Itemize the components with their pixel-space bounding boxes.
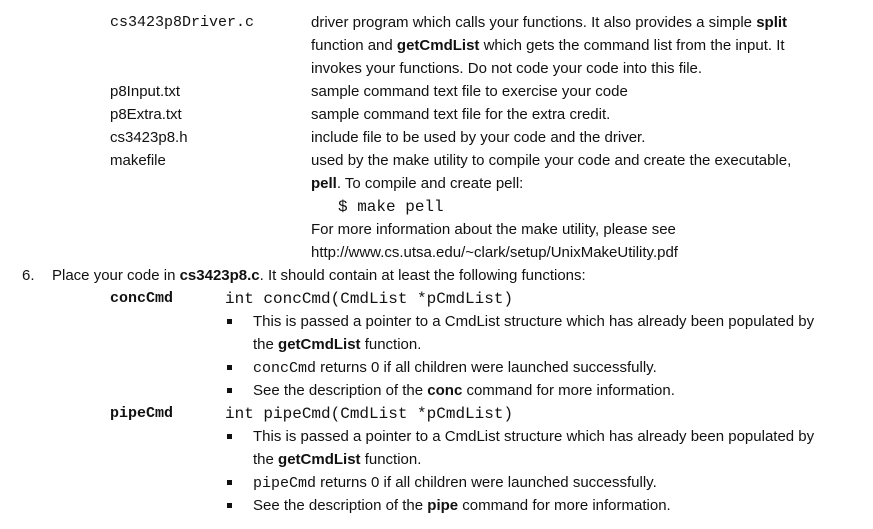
bold-term: getCmdList	[278, 451, 361, 468]
bullet-marker	[227, 388, 232, 393]
bold-term: cs3423p8.c	[179, 267, 260, 284]
conccmd-bullet-3	[253, 381, 675, 401]
text-segment: driver program which calls your functions. It also provides a simple	[311, 14, 757, 31]
code-term: concCmd	[253, 360, 317, 377]
bullet-marker	[227, 434, 232, 439]
file-desc-makefile-line-2	[311, 174, 523, 194]
bold-term: getCmdList	[278, 336, 361, 353]
text-segment: used by the make utility to compile your code and create the executable,	[311, 152, 792, 169]
function-signature-pipecmd: int pipeCmd(CmdList *pCmdList)	[225, 405, 514, 423]
text-segment: Place your code in	[52, 267, 180, 284]
text-segment: the	[253, 451, 279, 468]
bullet-marker	[227, 503, 232, 508]
text-segment: invokes your functions. Do not code your code into this file.	[311, 60, 703, 77]
file-name-p8extra: p8Extra.txt	[110, 106, 182, 123]
file-name-p8input: p8Input.txt	[110, 83, 181, 100]
text-segment: function.	[360, 451, 422, 468]
text-segment: command for more information.	[462, 382, 675, 399]
text-segment: sample command text file to exercise your code	[311, 83, 628, 100]
bold-term: getCmdList	[396, 37, 480, 54]
file-desc-driver-line-1	[311, 13, 787, 33]
file-desc-driver-line-3	[311, 59, 702, 79]
bullet-marker	[227, 480, 232, 485]
file-name-header: cs3423p8.h	[110, 129, 188, 146]
make-command: $ make pell	[338, 198, 444, 216]
text-segment: the	[253, 336, 279, 353]
text-segment: include file to be used by your code and the driver.	[311, 129, 646, 146]
function-signature-conccmd: int concCmd(CmdList *pCmdList)	[225, 290, 514, 308]
item-number-6: 6.	[22, 267, 35, 284]
text-segment: function.	[360, 336, 422, 353]
pipecmd-bullet-1	[253, 427, 814, 447]
file-desc-p8extra	[311, 105, 610, 125]
pipecmd-bullet-1-cont	[253, 450, 421, 470]
pipecmd-bullet-2	[253, 473, 657, 494]
bold-term: pipe	[427, 497, 459, 514]
text-segment: returns 0 if all children were launched successfully.	[316, 359, 657, 376]
bold-term: conc	[427, 382, 463, 399]
makefile-url: http://www.cs.utsa.edu/~clark/setup/UnixMakeUtility.pdf	[311, 244, 678, 261]
text-segment: function and	[311, 37, 397, 54]
file-desc-p8input	[311, 82, 628, 102]
pipecmd-bullet-3	[253, 496, 671, 516]
bold-term: split	[756, 14, 788, 31]
text-segment: See the description of the	[253, 382, 428, 399]
function-name-pipecmd: pipeCmd	[110, 405, 174, 422]
text-segment: See the description of the	[253, 497, 428, 514]
text-segment: which gets the command list from the input. It	[479, 37, 785, 54]
bold-term: pell	[311, 175, 337, 192]
text-segment: returns 0 if all children were launched successfully.	[316, 474, 657, 491]
file-desc-header	[311, 128, 645, 148]
text-segment: This is passed a pointer to a CmdList structure which has already been populated by	[253, 313, 815, 330]
item-6-text	[52, 266, 586, 286]
conccmd-bullet-1	[253, 312, 814, 332]
text-segment: This is passed a pointer to a CmdList structure which has already been populated by	[253, 428, 815, 445]
bullet-marker	[227, 365, 232, 370]
conccmd-bullet-1-cont	[253, 335, 421, 355]
makefile-info-line: For more information about the make utility, please see	[311, 221, 676, 238]
code-term: pipeCmd	[253, 475, 317, 492]
bullet-marker	[227, 319, 232, 324]
text-segment: . To compile and create pell:	[336, 175, 524, 192]
conccmd-bullet-2	[253, 358, 657, 379]
file-name-driver: cs3423p8Driver.c	[110, 14, 255, 31]
function-name-conccmd: concCmd	[110, 290, 174, 307]
file-desc-makefile-line-1	[311, 151, 791, 171]
file-desc-driver-line-2	[311, 36, 785, 56]
text-segment: . It should contain at least the following functions:	[259, 267, 586, 284]
file-name-makefile: makefile	[110, 152, 166, 169]
text-segment: command for more information.	[458, 497, 671, 514]
text-segment: sample command text file for the extra credit.	[311, 106, 611, 123]
